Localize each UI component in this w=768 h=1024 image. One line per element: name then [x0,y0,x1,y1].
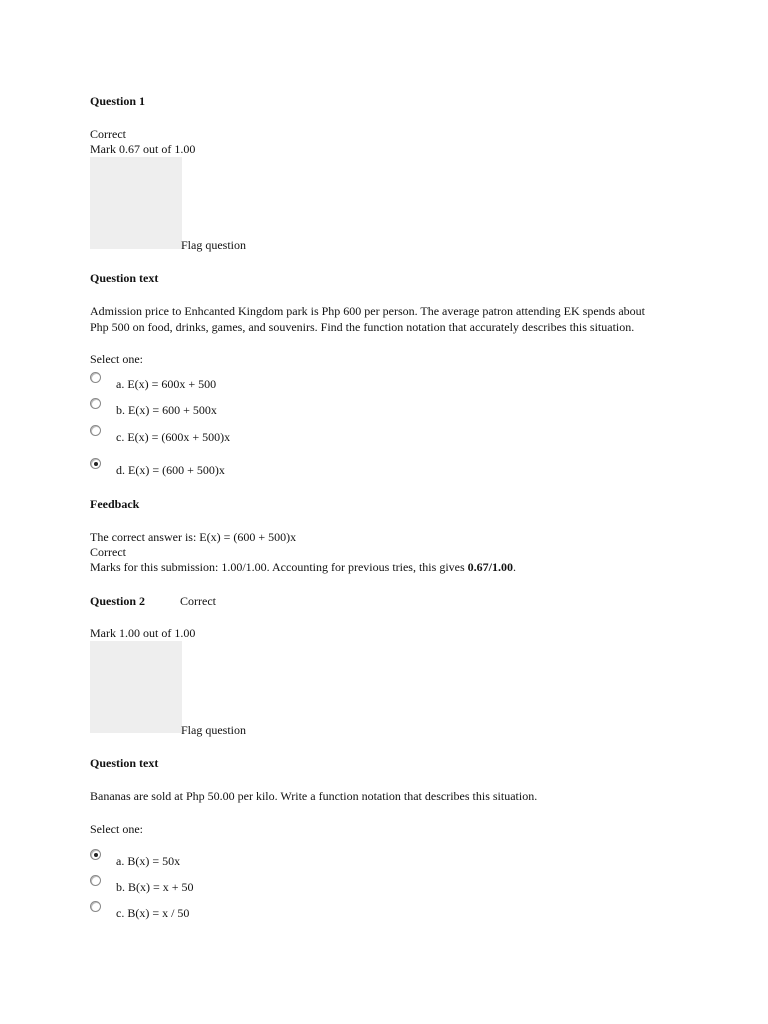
answer-option-label: c. B(x) = x / 50 [116,906,190,920]
question-1-heading: Question 1 [90,94,146,108]
question-2-text-line-1: Bananas are sold at Php 50.00 per kilo. Write a function notation that describes this situation. [90,789,538,803]
correct-answer-text: The correct answer is: E(x) = (600 + 500)x [90,530,297,544]
radio-button[interactable] [90,901,101,912]
question-text-heading: Question text [90,756,159,770]
select-one-label: Select one: [90,352,143,366]
answer-option-label: c. E(x) = (600x + 500)x [116,430,231,444]
radio-button-selected[interactable] [90,458,101,469]
radio-button[interactable] [90,425,101,436]
flag-image-placeholder[interactable] [90,641,182,733]
radio-button-selected[interactable] [90,849,101,860]
question-text-heading: Question text [90,271,159,285]
marks-summary-end: . [513,560,516,574]
question-1-status: Correct [90,127,126,141]
answer-option-label: d. E(x) = (600 + 500)x [116,463,225,477]
marks-summary-score: 0.67/1.00 [467,560,513,574]
marks-summary-text: Marks for this submission: 1.00/1.00. Accounting for previous tries, this gives [90,560,468,574]
feedback-status: Correct [90,545,126,559]
question-2-heading: Question 2 [90,594,146,608]
radio-button[interactable] [90,372,101,383]
question-1-mark: Mark 0.67 out of 1.00 [90,142,196,156]
marks-summary [90,559,516,575]
answer-option-label: a. E(x) = 600x + 500 [116,377,217,391]
select-one-label: Select one: [90,822,143,836]
question-2-status: Correct [180,594,216,608]
answer-option-label: b. B(x) = x + 50 [116,880,194,894]
radio-button[interactable] [90,875,101,886]
flag-image-placeholder[interactable] [90,157,182,249]
answer-option-label: a. B(x) = 50x [116,854,181,868]
flag-question-link[interactable]: Flag question [181,238,246,252]
question-2-mark: Mark 1.00 out of 1.00 [90,626,196,640]
flag-question-link[interactable]: Flag question [181,723,246,737]
question-1-text-line-1: Admission price to Enhcanted Kingdom park is Php 600 per person. The average patron attending EK spends about [90,304,645,318]
feedback-heading: Feedback [90,497,140,511]
answer-option-label: b. E(x) = 600 + 500x [116,403,217,417]
question-1-text-line-2: Php 500 on food, drinks, games, and souvenirs. Find the function notation that accurately describes this situation. [90,320,635,334]
radio-button[interactable] [90,398,101,409]
